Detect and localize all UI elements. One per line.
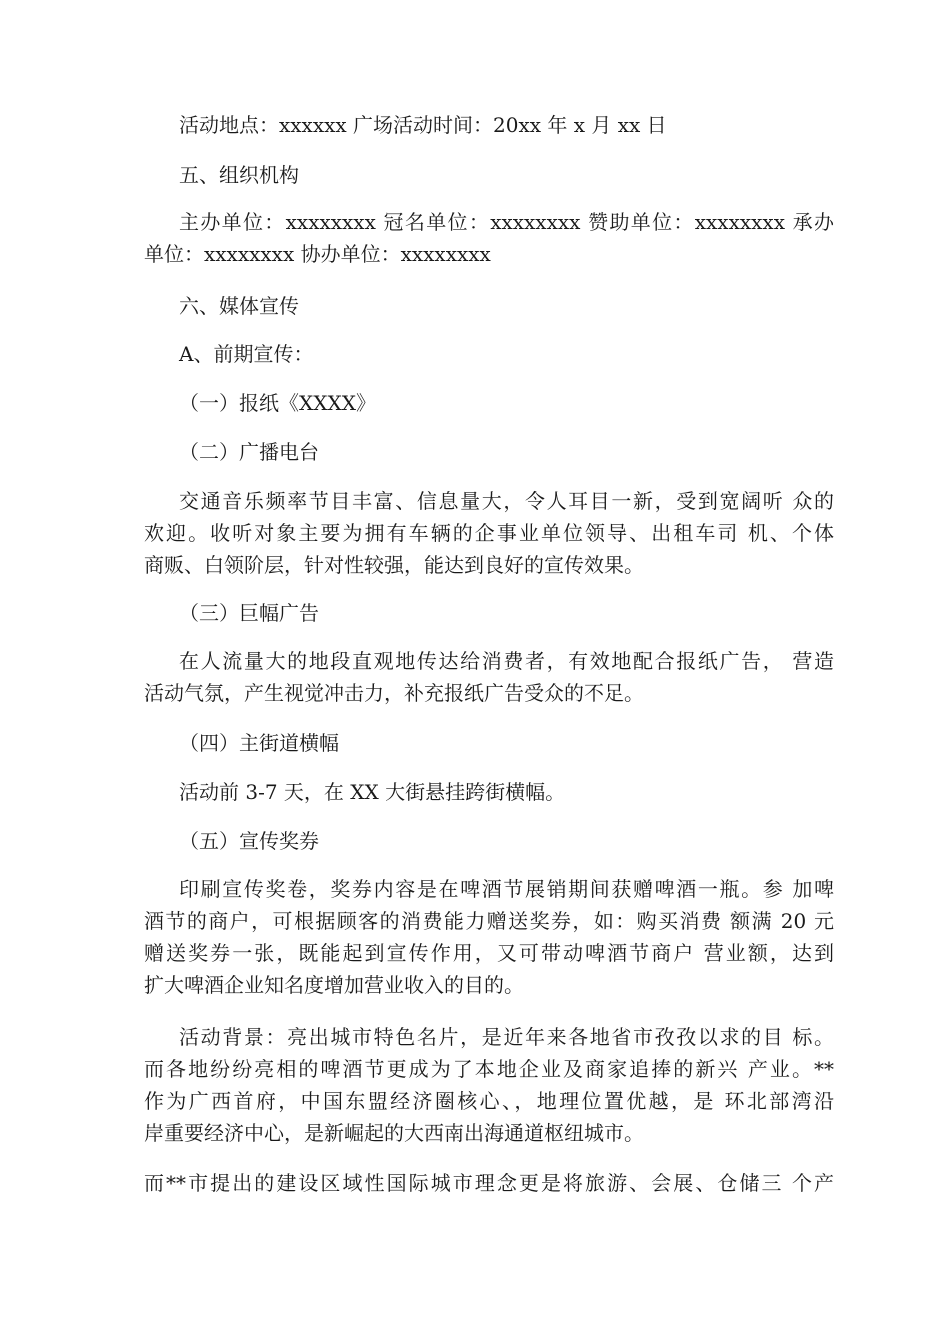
section-heading-organization [144, 159, 834, 191]
text-line: 扩大啤酒企业知名度增加营业收入的目的。 [144, 973, 524, 997]
text-line: 单位：xxxxxxxx 协办单位：xxxxxxxx [144, 242, 491, 266]
paragraph-radio [144, 485, 834, 581]
text-line: 而各地纷纷亮相的啤酒节更成为了本地企业及商家追捧的新兴 产业。** [144, 1057, 834, 1081]
paragraph-billboard [144, 645, 834, 709]
text-line: 五、组织机构 [179, 163, 299, 187]
text-line: （五）宣传奖券 [179, 829, 319, 853]
paragraph-city-concept [144, 1167, 834, 1199]
text-line: （二）广播电台 [179, 440, 319, 464]
text-line: 交通音乐频率节目丰富、信息量大，令人耳目一新，受到宽阔听 众的 [179, 489, 834, 513]
text-line: 活动地点：xxxxxx 广场活动时间：20xx 年 x 月 xx 日 [179, 113, 667, 137]
paragraph-venue-time [144, 109, 834, 141]
paragraph-vouchers [144, 873, 834, 1001]
text-line: 作为广西首府，中国东盟经济圈核心、，地理位置优越，是 环北部湾沿 [144, 1089, 834, 1113]
text-line: 活动气氛，产生视觉冲击力，补充报纸广告受众的不足。 [144, 681, 644, 705]
text-line: 活动前 3-7 天，在 XX 大街悬挂跨街横幅。 [179, 780, 566, 804]
text-line: 而**市提出的建设区域性国际城市理念更是将旅游、会展、仓储三 个产 [144, 1171, 834, 1195]
item-street-banner [144, 727, 834, 759]
text-line: A、前期宣传： [179, 342, 314, 366]
section-heading-media [144, 290, 834, 322]
subheading-pre-publicity [144, 338, 834, 370]
item-radio [144, 436, 834, 468]
text-line: 活动背景：亮出城市特色名片，是近年来各地省市孜孜以求的目 标。 [179, 1025, 834, 1049]
paragraph-street-banner [144, 776, 834, 808]
text-line: 酒节的商户，可根据顾客的消费能力赠送奖券，如：购买消费 额满 20 元 [144, 909, 834, 933]
text-line: 欢迎。收听对象主要为拥有车辆的企事业单位领导、出租车司 机、个体 [144, 521, 834, 545]
item-newspaper [144, 387, 834, 419]
text-line: 在人流量大的地段直观地传达给消费者，有效地配合报纸广告， 营造 [179, 649, 834, 673]
text-line: （四）主街道横幅 [179, 731, 339, 755]
text-line: （一）报纸《XXXX》 [179, 391, 376, 415]
item-vouchers [144, 825, 834, 857]
paragraph-organizers [144, 206, 834, 270]
paragraph-background [144, 1021, 834, 1149]
text-line: 商贩、白领阶层，针对性较强，能达到良好的宣传效果。 [144, 553, 644, 577]
text-line: 六、媒体宣传 [179, 294, 299, 318]
text-line: （三）巨幅广告 [179, 601, 319, 625]
text-line: 岸重要经济中心，是新崛起的大西南出海通道枢纽城市。 [144, 1121, 644, 1145]
text-line: 印刷宣传奖卷，奖券内容是在啤酒节展销期间获赠啤酒一瓶。参 加啤 [179, 877, 834, 901]
text-line: 赠送奖券一张，既能起到宣传作用，又可带动啤酒节商户 营业额，达到 [144, 941, 834, 965]
text-line: 主办单位：xxxxxxxx 冠名单位：xxxxxxxx 赞助单位：xxxxxxxx 承办 [179, 210, 834, 234]
item-billboard [144, 597, 834, 629]
